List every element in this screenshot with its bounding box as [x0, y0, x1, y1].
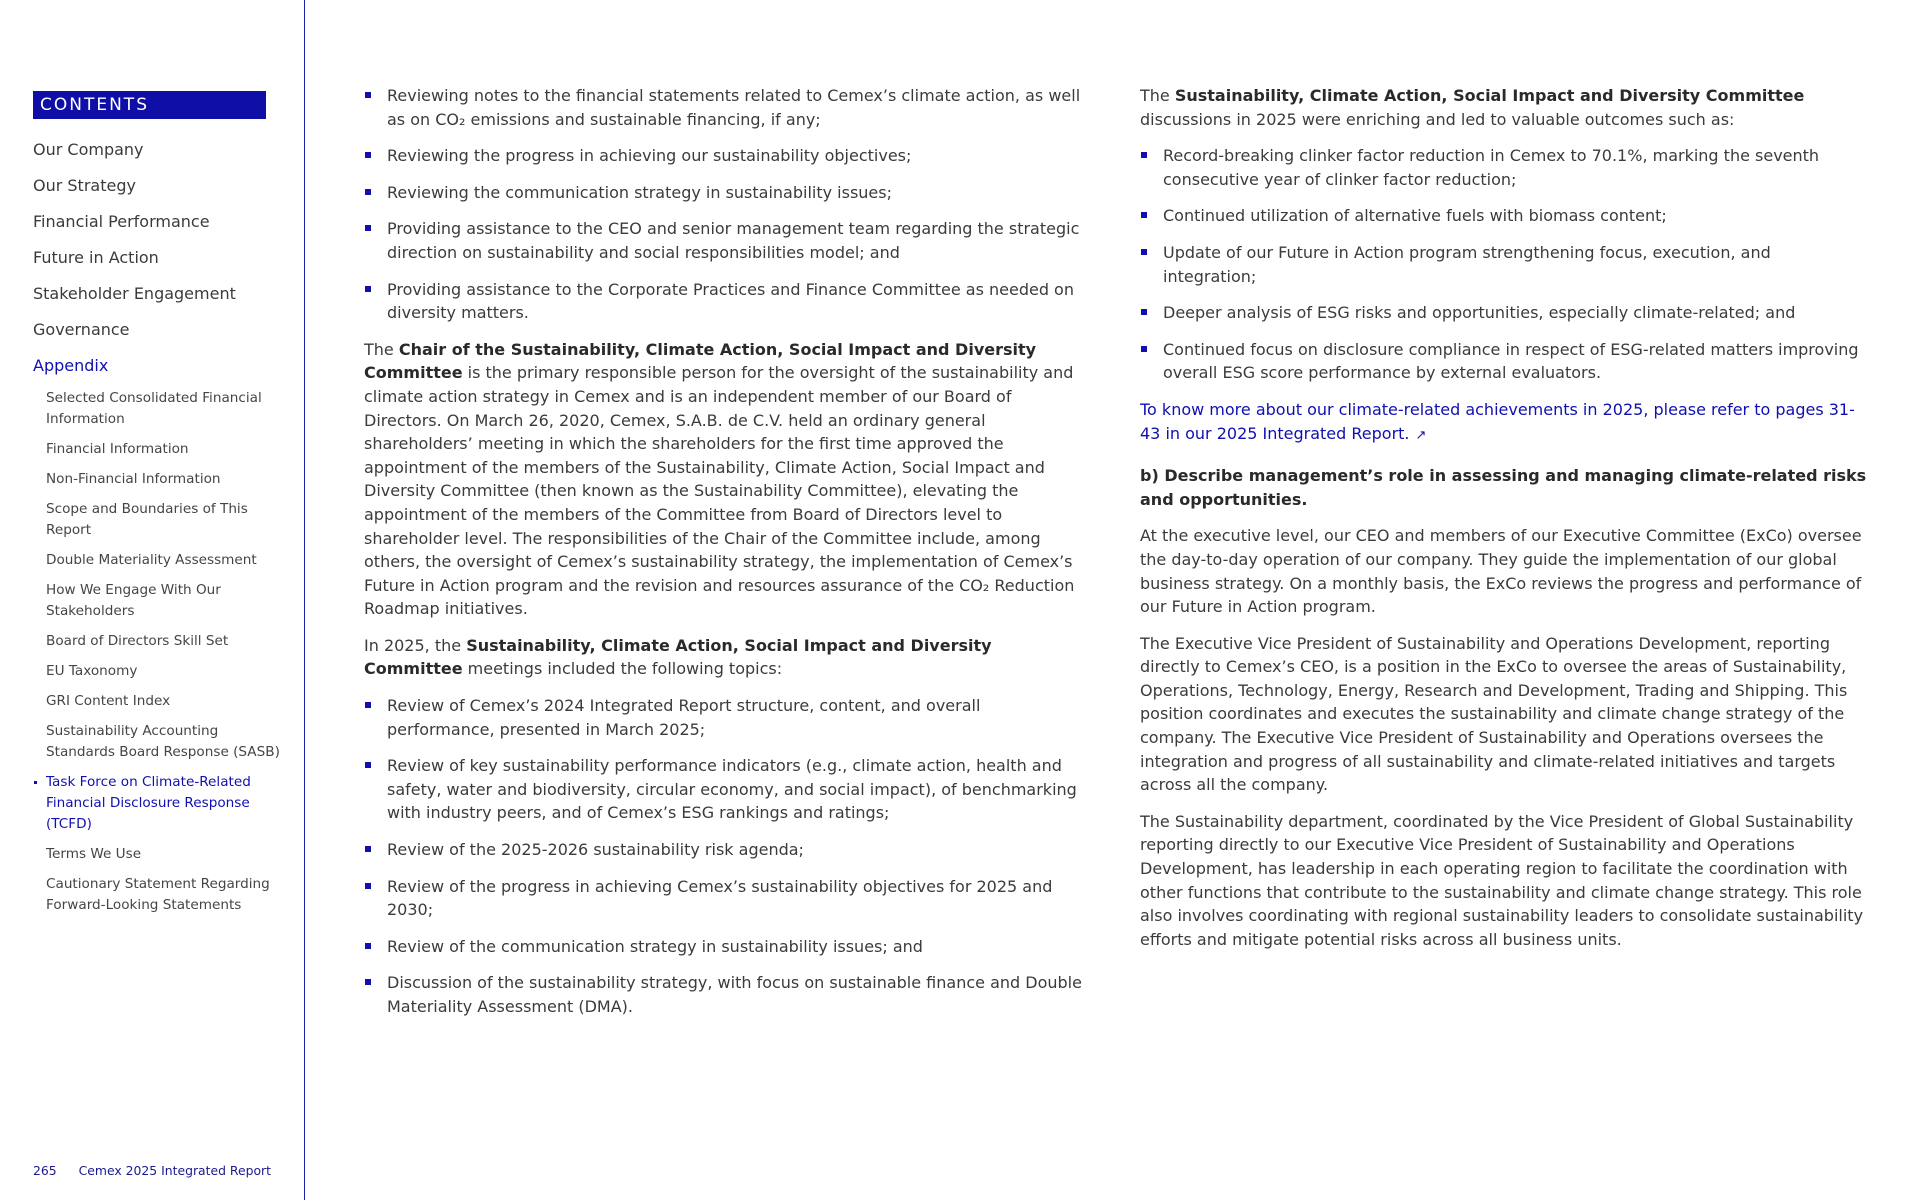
sidebar — [0, 0, 305, 1200]
outcomes-list — [1140, 144, 1868, 385]
committee-name: Sustainability, Climate Action, Social Impact and Diversity Committee — [1174, 86, 1805, 105]
subnav-item-scope-and-boundaries[interactable]: Scope and Boundaries of This Report — [46, 501, 248, 538]
subnav-item-non-financial-information[interactable]: Non-Financial Information — [46, 471, 221, 487]
subnav-item-terms-we-use[interactable]: Terms We Use — [46, 846, 142, 862]
page-footer — [33, 1163, 271, 1178]
subnav-item-double-materiality-assessment[interactable]: Double Materiality Assessment — [46, 552, 257, 568]
appendix-subnav-container — [33, 388, 286, 916]
responsibilities-list — [364, 84, 1090, 325]
sidebar-divider — [304, 0, 305, 1200]
list-item: Record-breaking clinker factor reduction in Cemex to 70.1%, marking the seventh consecutive year of clinker factor reduction; — [1140, 144, 1868, 191]
list-item: Providing assistance to the CEO and senior management team regarding the strategic direction on sustainability and social responsibilities model; and — [364, 217, 1090, 264]
subnav-item-sasb[interactable]: Sustainability Accounting Standards Board Response (SASB) — [46, 723, 280, 760]
committee-name: Sustainability, Climate Action, Social Impact and Diversity Committee — [364, 635, 992, 679]
left-column — [364, 84, 1090, 1032]
nav-item-appendix[interactable]: Appendix — [33, 356, 109, 375]
list-item: Reviewing the progress in achieving our sustainability objectives; — [364, 144, 1090, 168]
subnav-item-board-skill-set[interactable]: Board of Directors Skill Set — [46, 633, 229, 649]
list-item: Continued utilization of alternative fuels with biomass content; — [1140, 204, 1868, 228]
list-item: Review of the communication strategy in sustainability issues; and — [364, 935, 1090, 959]
exco-paragraph: At the executive level, our CEO and members of our Executive Committee (ExCo) oversee the day-to-day operation of our company. They guide the implementation of our global business strategy. On a monthly basis, the ExCo reviews the progress and performance of our Future in Action program. — [1140, 526, 1862, 617]
list-item: Discussion of the sustainability strategy, with focus on sustainable finance and Double Materiality Assessment (DMA). — [364, 971, 1090, 1018]
committee-chair-name: Chair of the Sustainability, Climate Action, Social Impact and Diversity Committee — [364, 339, 1037, 383]
subnav-item-cautionary-statement[interactable]: Cautionary Statement Regarding Forward-Looking Statements — [46, 876, 270, 913]
nav-item-our-company[interactable]: Our Company — [33, 140, 144, 159]
nav-item-financial-performance[interactable]: Financial Performance — [33, 212, 210, 231]
nav-item-stakeholder-engagement[interactable]: Stakeholder Engagement — [33, 284, 236, 303]
chair-paragraph: The Chair of the Sustainability, Climate Action, Social Impact and Diversity Committee is the primary responsible person for the oversight of the sustainability and climate action strategy in Cemex and is an independent member of our Board of Directors. On March 26, 2020, Cemex, S.A.B. de C.V. held an ordinary general shareholders’ meeting in which the shareholders for the first time approved the appointment of the members of the Sustainability, Climate Action, Social Impact and Diversity Committee (then known as the Sustainability Committee), elevating the appointment of the members of the Committee from Board of Directors level to shareholder level. The responsibilities of the Chair of the Committee include, among others, the oversight of Cemex’s sustainability strategy, the implementation of Cemex’s Future in Action program and the revision and resources assurance of the CO₂ Reduction Roadmap initiatives. — [364, 339, 1075, 619]
list-item: Review of the progress in achieving Cemex’s sustainability objectives for 2025 and 2030; — [364, 875, 1090, 922]
external-link-icon[interactable]: ↗ — [1415, 427, 1427, 443]
nav-item-governance[interactable]: Governance — [33, 320, 130, 339]
contents-title: CONTENTS — [33, 91, 266, 119]
page-number: 265 — [33, 1163, 57, 1178]
subnav-item-gri-content-index[interactable]: GRI Content Index — [46, 693, 171, 709]
subnav-item-selected-consolidated-financial-information[interactable]: Selected Consolidated Financial Information — [46, 390, 262, 427]
list-item: Deeper analysis of ESG risks and opportunities, especially climate-related; and — [1140, 301, 1868, 325]
evp-paragraph: The Executive Vice President of Sustainability and Operations Development, reporting directly to Cemex’s CEO, is a position in the ExCo to oversee the areas of Sustainability, Operations, Technology, Energy, Research and Development, Trading and Shipping. This position coordinates and executes the sustainability and climate change strategy of the company. The Executive Vice President of Sustainability and Operations oversees the integration and progress of all sustainability and climate-related initiatives and targets across all the company. — [1140, 633, 1848, 795]
section-subheading: b) Describe management’s role in assessing and managing climate-related risks and opportunities. — [1140, 466, 1867, 509]
appendix-subnav — [46, 388, 286, 916]
list-item: Continued focus on disclosure compliance in respect of ESG-related matters improving overall ESG score performance by external evaluators. — [1140, 338, 1868, 385]
list-item: Review of the 2025-2026 sustainability risk agenda; — [364, 838, 1090, 862]
list-item: Reviewing notes to the financial statements related to Cemex’s climate action, as well as on CO₂ emissions and sustainable financing, if any; — [364, 84, 1090, 131]
sidebar-nav — [33, 140, 286, 925]
integrated-report-link[interactable]: To know more about our climate-related achievements in 2025, please refer to pages 31-43 in our 2025 Integrated Report. ↗ — [1140, 398, 1868, 447]
subnav-item-tcfd[interactable]: Task Force on Climate-Related Financial Disclosure Response (TCFD) — [46, 772, 286, 835]
list-item: Review of Cemex’s 2024 Integrated Report structure, content, and overall performance, presented in March 2025; — [364, 694, 1090, 741]
nav-item-our-strategy[interactable]: Our Strategy — [33, 176, 136, 195]
list-item: Review of key sustainability performance indicators (e.g., climate action, health and safety, water and biodiversity, circular economy, and social impact), of benchmarking with industry peers, and of Cemex’s ESG rankings and ratings; — [364, 754, 1090, 825]
meetings-paragraph: In 2025, the Sustainability, Climate Action, Social Impact and Diversity Committee meetings included the following topics: — [364, 635, 992, 679]
outcomes-intro-paragraph: The Sustainability, Climate Action, Social Impact and Diversity Committee discussions in 2025 were enriching and led to valuable outcomes such as: — [1140, 86, 1805, 129]
right-column — [1140, 84, 1868, 964]
subnav-item-how-we-engage[interactable]: How We Engage With Our Stakeholders — [46, 582, 221, 619]
meeting-topics-list — [364, 694, 1090, 1019]
nav-item-future-in-action[interactable]: Future in Action — [33, 248, 159, 267]
subnav-item-eu-taxonomy[interactable]: EU Taxonomy — [46, 663, 138, 679]
report-title: Cemex 2025 Integrated Report — [78, 1163, 272, 1178]
sustainability-department-paragraph: The Sustainability department, coordinated by the Vice President of Global Sustainability reporting directly to our Executive Vice President of Sustainability and Operations Development, has leadership in each operating region to facilitate the coordination with other functions that contribute to the sustainability and climate change strategy. This role also involves coordinating with regional sustainability leaders to consolidate sustainability efforts and mitigate potential risks across all business units. — [1140, 811, 1864, 949]
list-item: Providing assistance to the Corporate Practices and Finance Committee as needed on diversity matters. — [364, 278, 1090, 325]
list-item: Reviewing the communication strategy in sustainability issues; — [364, 181, 1090, 205]
list-item: Update of our Future in Action program strengthening focus, execution, and integration; — [1140, 241, 1868, 288]
subnav-item-financial-information[interactable]: Financial Information — [46, 441, 189, 457]
